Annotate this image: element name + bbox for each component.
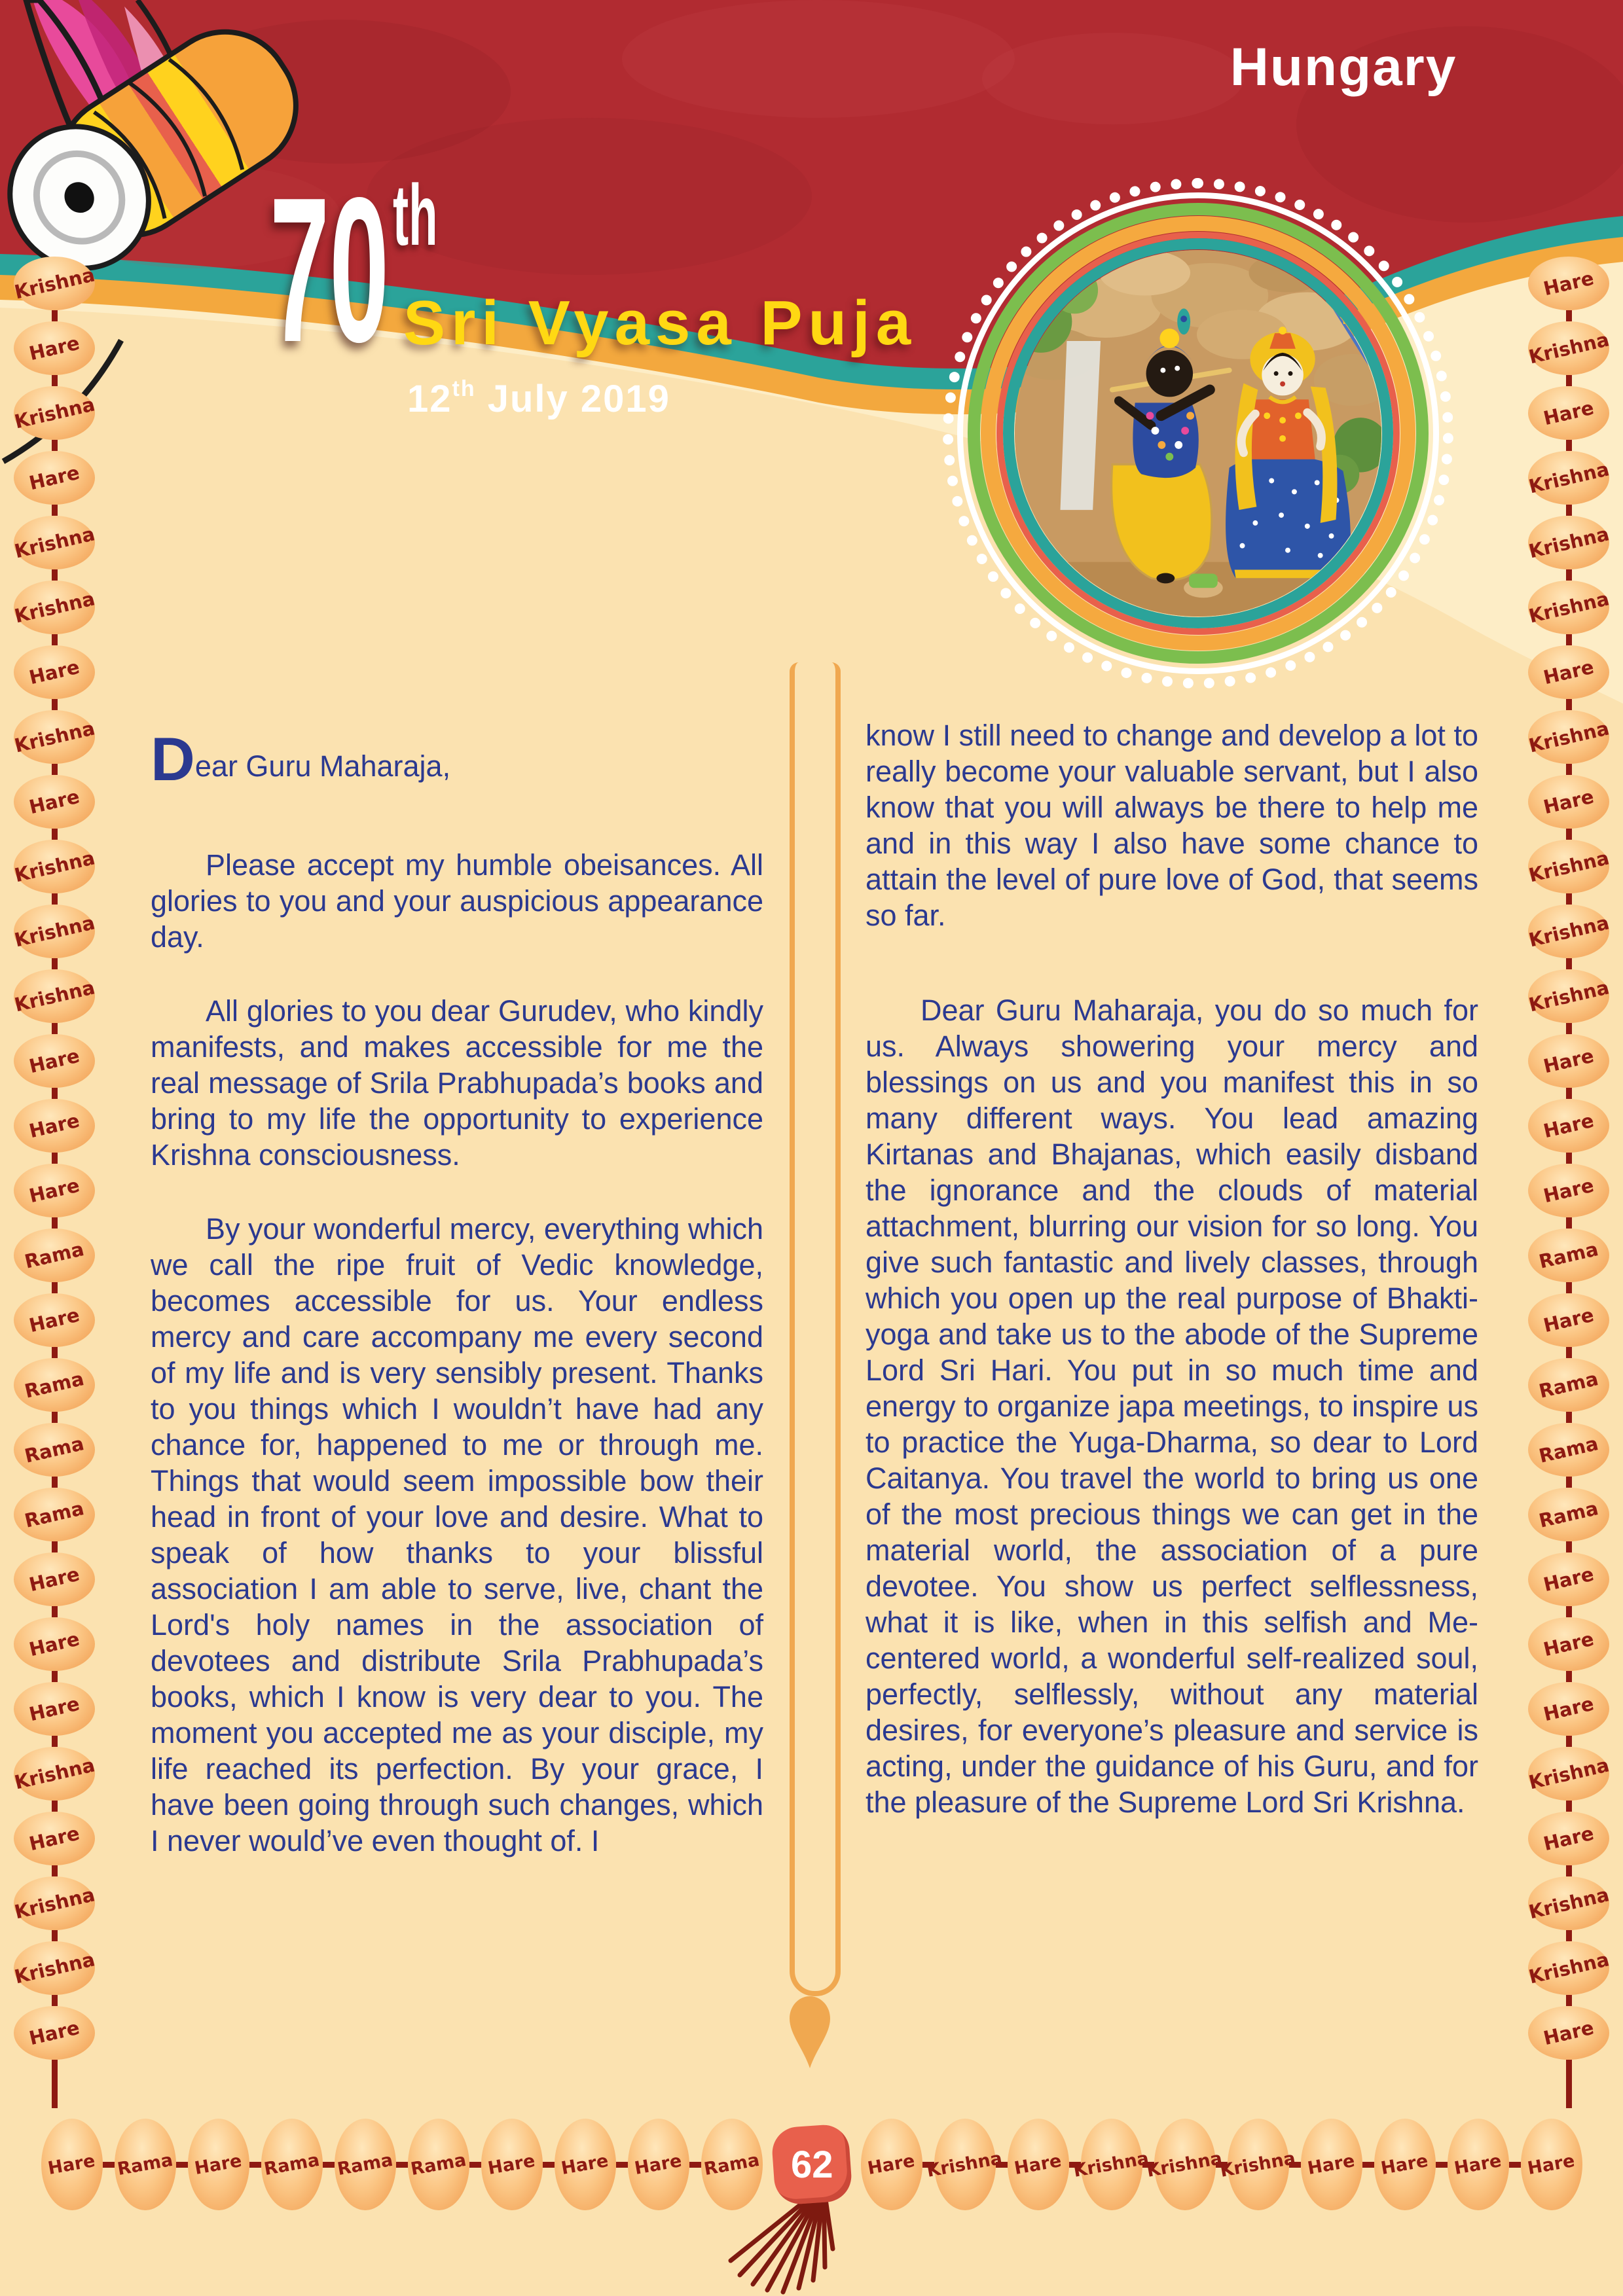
page-number-badge [771, 2123, 853, 2206]
mantra-bead [1528, 1941, 1609, 1995]
bead-label: Hare [193, 2150, 244, 2179]
bead-label: Hare [1541, 1692, 1596, 1726]
bead-string [52, 1671, 58, 1682]
mantra-bead [14, 1099, 95, 1153]
mantra-bead [1072, 2119, 1151, 2210]
mantra-bead [14, 386, 95, 440]
bead-label: Krishna [12, 1883, 97, 1924]
mantra-bead [1528, 1099, 1609, 1153]
bead-string [1566, 699, 1572, 710]
bead-label: Hare [27, 1627, 82, 1661]
mantra-bead [14, 1034, 95, 1088]
bead-label: Hare [1541, 1109, 1596, 1143]
mantra-bead [14, 969, 95, 1023]
divider-drop-icon [790, 1996, 830, 2068]
bead-string [52, 893, 58, 905]
event-date [407, 378, 670, 420]
mantra-bead [14, 451, 95, 505]
bead-label: Hare [1306, 2150, 1357, 2179]
bead-string [52, 1865, 58, 1876]
bead-label: Hare [27, 1692, 82, 1726]
bead-label: Hare [1541, 785, 1596, 819]
bead-string [1566, 634, 1572, 645]
mantra-bead [1528, 969, 1609, 1023]
mantra-bead [261, 2119, 323, 2210]
letter-right-column [866, 717, 1478, 1820]
bead-label: Krishna [1526, 1753, 1611, 1794]
mantra-bead [1528, 1617, 1609, 1671]
bead-string [1566, 1217, 1572, 1229]
bead-label: Hare [1541, 1627, 1596, 1661]
bead-label: Rama [262, 2149, 321, 2179]
mantra-bead [14, 1293, 95, 1347]
date-rest: July 2019 [487, 378, 670, 420]
bead-string [1566, 1995, 1572, 2006]
mantra-bead [1528, 321, 1609, 375]
bead-string [52, 1477, 58, 1488]
bead-string [1566, 893, 1572, 905]
bead-string [52, 1541, 58, 1552]
anniversary-suffix: th [393, 167, 438, 263]
bead-string [52, 1282, 58, 1293]
bead-string [1509, 2162, 1521, 2168]
mantra-bead [1528, 1034, 1609, 1088]
bead-label: Krishna [1526, 1883, 1611, 1924]
bead-label: Rama [1537, 1238, 1601, 1273]
bead-string [1566, 1477, 1572, 1488]
bead-label: Hare [27, 1821, 82, 1856]
bead-string [469, 2162, 481, 2168]
mantra-bead [14, 1488, 95, 1541]
mantra-bead [14, 2006, 95, 2060]
mantra-bead [14, 1941, 95, 1995]
bead-label: Krishna [12, 1948, 97, 1988]
bead-label: Hare [1541, 1562, 1596, 1596]
bead-label: Hare [27, 1109, 82, 1143]
bead-string [1566, 569, 1572, 581]
right-mantra-chain [1520, 257, 1618, 2108]
bead-label: Krishna [1526, 457, 1611, 498]
bead-string [543, 2162, 555, 2168]
bead-string [689, 2162, 701, 2168]
bead-string [1566, 1801, 1572, 1812]
deity-photo-frame [943, 178, 1453, 689]
bead-string [1566, 1865, 1572, 1876]
bead-label: Hare [27, 331, 82, 365]
bottom-mantra-row [0, 2115, 1623, 2214]
mantra-bead [14, 516, 95, 569]
mantra-bead [1528, 840, 1609, 893]
bead-label: Hare [1013, 2150, 1063, 2179]
bead-string [52, 958, 58, 969]
mantra-bead [555, 2119, 616, 2210]
paragraph: Please accept my humble obeisances. All glories to you and your auspicious appearance day. [151, 848, 763, 954]
bead-label: Hare [1541, 1174, 1596, 1208]
bead-label: Krishna [1526, 976, 1611, 1016]
mantra-bead [1301, 2119, 1362, 2210]
mantra-bead [861, 2119, 922, 2210]
date-day: 12 [407, 378, 452, 420]
bead-string [616, 2162, 628, 2168]
bead-label: Rama [115, 2149, 175, 2179]
mantra-bead [1528, 1164, 1609, 1217]
bead-label: Hare [27, 461, 82, 495]
mantra-bead [1528, 386, 1609, 440]
bead-string [52, 569, 58, 581]
mantra-bead [14, 1682, 95, 1736]
bead-string [103, 2162, 115, 2168]
bead-label: Rama [1537, 1432, 1601, 1467]
bead-string [1566, 1736, 1572, 1747]
mantra-bead [1528, 516, 1609, 569]
radha-krishna-photo [1015, 250, 1381, 617]
bead-label: Krishna [12, 522, 97, 563]
mantra-bead [335, 2119, 396, 2210]
mantra-bead [1528, 905, 1609, 958]
bead-string [52, 699, 58, 710]
bead-label: Krishna [1526, 328, 1611, 368]
mantra-bead [1528, 1488, 1609, 1541]
mantra-bead [188, 2119, 249, 2210]
bead-label: Krishna [1526, 587, 1611, 628]
paragraph: know I still need to change and develop a lot to really become your valuable servant, but I also know that you will always be there to help me and in this way I also have some chance to attain the level of pure love of God, that seems so far. [866, 719, 1478, 932]
bead-string [52, 375, 58, 386]
mantra-bead [1528, 1747, 1609, 1801]
bead-label: Hare [1453, 2150, 1503, 2179]
bead-label: Krishna [925, 2147, 1004, 2181]
page-number: 62 [790, 2143, 833, 2186]
event-title: Sri Vyasa Puja [403, 288, 917, 358]
bead-label: Hare [1541, 266, 1596, 300]
bead-string [1566, 1930, 1572, 1941]
mantra-bead [1528, 1358, 1609, 1412]
mantra-bead [14, 1423, 95, 1477]
bead-string [1566, 1347, 1572, 1358]
bead-string [52, 634, 58, 645]
bead-label: Rama [409, 2149, 468, 2179]
bead-string [52, 1930, 58, 1941]
mantra-bead [14, 840, 95, 893]
salutation [151, 725, 763, 793]
bead-label: Krishna [1526, 717, 1611, 757]
bead-label: Krishna [12, 263, 97, 304]
region-label: Hungary [1230, 37, 1457, 97]
bead-label: Hare [27, 1044, 82, 1078]
mantra-bead [1528, 1682, 1609, 1736]
bead-string [249, 2162, 261, 2168]
bead-label: Krishna [12, 846, 97, 887]
bead-label: Krishna [1072, 2147, 1151, 2181]
mantra-bead [14, 1358, 95, 1412]
mantra-bead [14, 1164, 95, 1217]
bead-string [52, 1153, 58, 1164]
bead-label: Krishna [12, 976, 97, 1016]
bead-string [1566, 1671, 1572, 1682]
bead-string [1566, 764, 1572, 775]
mantra-bead [701, 2119, 763, 2210]
mantra-bead [14, 1812, 95, 1865]
mantra-bead [1448, 2119, 1509, 2210]
mantra-bead [14, 581, 95, 634]
bead-string [1566, 1606, 1572, 1617]
bead-label: Hare [27, 785, 82, 819]
mantra-bead [14, 321, 95, 375]
bead-label: Krishna [12, 393, 97, 433]
dropcap: D [151, 725, 195, 793]
mantra-bead [14, 1617, 95, 1671]
bead-label: Krishna [12, 911, 97, 952]
bead-string [1566, 310, 1572, 321]
bead-label: Rama [702, 2149, 761, 2179]
bead-string [52, 505, 58, 516]
mantra-bead [1528, 581, 1609, 634]
bead-string [1566, 1088, 1572, 1099]
bead-label: Hare [27, 1303, 82, 1337]
mantra-bead [1528, 1812, 1609, 1865]
bead-string [52, 1995, 58, 2006]
mantra-bead [1528, 1423, 1609, 1477]
mantra-bead [408, 2119, 469, 2210]
bead-label: Rama [1537, 1497, 1601, 1532]
bead-label: Krishna [12, 717, 97, 757]
mantra-bead [14, 1229, 95, 1282]
mantra-bead [1528, 257, 1609, 310]
anniversary-number: 70 [270, 154, 390, 385]
mantra-bead [14, 775, 95, 829]
bead-string [1436, 2162, 1448, 2168]
bead-string [1362, 2162, 1374, 2168]
mantra-bead [1528, 1293, 1609, 1347]
bead-label: Krishna [1526, 911, 1611, 952]
bead-string [1566, 958, 1572, 969]
mantra-bead [1528, 1876, 1609, 1930]
bead-label: Rama [1537, 1367, 1601, 1403]
bead-string [1566, 1153, 1572, 1164]
bead-string [52, 1347, 58, 1358]
bead-label: Hare [27, 1562, 82, 1596]
bead-string [52, 440, 58, 451]
bead-label: Hare [27, 2016, 82, 2050]
bead-string [1566, 440, 1572, 451]
bead-label: Krishna [12, 587, 97, 628]
bead-label: Hare [1379, 2150, 1430, 2179]
bead-string [52, 1412, 58, 1423]
paragraph: All glories to you dear Gurudev, who kindly manifests, and makes accessible for me the real message of Srila Prabhupada’s books and bring to my life the opportunity to experience Krishna consciousness. [151, 994, 763, 1172]
mantra-bead [1008, 2119, 1069, 2210]
mantra-bead [14, 645, 95, 699]
bead-label: Krishna [1218, 2147, 1298, 2181]
bead-label: Rama [22, 1432, 86, 1467]
bead-label: Hare [1541, 1044, 1596, 1078]
bead-string [52, 310, 58, 321]
mantra-bead [14, 905, 95, 958]
left-mantra-chain [5, 257, 103, 2108]
bead-label: Hare [866, 2150, 917, 2179]
bead-label: Hare [46, 2150, 97, 2179]
bead-label: Hare [27, 1174, 82, 1208]
bead-string [396, 2162, 408, 2168]
bead-label: Hare [1526, 2150, 1577, 2179]
letter-left-column [151, 725, 764, 1859]
bead-label: Hare [633, 2150, 684, 2179]
bead-string [1566, 375, 1572, 386]
bottom-left-beads [41, 2119, 763, 2210]
mantra-bead [14, 1747, 95, 1801]
bead-label: Hare [1541, 1303, 1596, 1337]
bead-label: Hare [486, 2150, 537, 2179]
bead-string [1566, 829, 1572, 840]
bead-string [52, 1217, 58, 1229]
bead-string [52, 764, 58, 775]
mantra-bead [1145, 2119, 1224, 2210]
mantra-bead [1218, 2119, 1298, 2210]
mantra-bead [1528, 645, 1609, 699]
bead-label: Hare [560, 2150, 610, 2179]
mantra-bead [14, 1876, 95, 1930]
paragraph: Dear Guru Maharaja, you do so much for us. Always showering your mercy and blessings on us and you manifest this in so many different ways. You lead amazing Kirtanas and Bhajanas, which easily disband the ignorance and the clouds of material attachment, blurring our vision for so long. You give such fantastic and lively classes, through which you open up the real purpose of Bhakti-yoga and take us to the abode of the Supreme Lord Sri Hari. You put in so much time and energy to organize japa meetings, to inspire us to practice the Yuga-Dharma, so dear to Lord Caitanya. You travel the world to bring us one of the most precious things we can get in the material world, the association of a pure devotee. You show us perfect selflessness, what it is like, when in this selfish and Me-centered world, a wonderful self-realized soul, perfectly, selflessly, without any material desires, for everyone’s pleasure and service is acting, under the guidance of his Guru, and for the pleasure of the Supreme Lord Sri Krishna. [866, 994, 1478, 1819]
bead-label: Rama [22, 1367, 86, 1403]
bead-label: Krishna [12, 1753, 97, 1794]
bead-string [176, 2162, 188, 2168]
mantra-bead [1528, 1229, 1609, 1282]
bottom-right-beads [861, 2119, 1582, 2210]
mantra-bead [14, 1552, 95, 1606]
mantra-bead [41, 2119, 103, 2210]
bead-label: Hare [1541, 655, 1596, 689]
bead-label: Rama [22, 1497, 86, 1532]
bead-label: Rama [335, 2149, 395, 2179]
mantra-bead [1528, 2006, 1609, 2060]
column-divider-icon [790, 662, 841, 1996]
bead-label: Krishna [1526, 522, 1611, 563]
mantra-bead [1528, 1552, 1609, 1606]
bead-string [52, 829, 58, 840]
mantra-bead [1528, 775, 1609, 829]
bead-label: Hare [1541, 1821, 1596, 1856]
mantra-bead [1528, 710, 1609, 764]
bead-string [1566, 1282, 1572, 1293]
mantra-bead [1528, 451, 1609, 505]
bead-string [1566, 1541, 1572, 1552]
bead-string [323, 2162, 335, 2168]
mantra-bead [14, 710, 95, 764]
mantra-bead [628, 2119, 689, 2210]
bead-string [1566, 1023, 1572, 1034]
bead-string [1566, 505, 1572, 516]
bead-label: Krishna [1526, 846, 1611, 887]
mantra-bead [1374, 2119, 1436, 2210]
bead-string [52, 1088, 58, 1099]
salutation-text: ear Guru Maharaja, [194, 749, 451, 783]
bead-string [52, 1023, 58, 1034]
mantra-bead [14, 257, 95, 310]
mantra-bead [1521, 2119, 1582, 2210]
bead-label: Hare [27, 655, 82, 689]
bead-label: Rama [22, 1238, 86, 1273]
bead-label: Hare [1541, 396, 1596, 430]
mantra-bead [481, 2119, 543, 2210]
bead-string [52, 1736, 58, 1747]
bead-label: Krishna [1145, 2147, 1224, 2181]
bead-string [52, 1606, 58, 1617]
bead-label: Krishna [1526, 1948, 1611, 1988]
bead-label: Hare [1541, 2016, 1596, 2050]
date-suffix: th [452, 376, 476, 401]
mantra-bead [115, 2119, 176, 2210]
bead-string [1566, 1412, 1572, 1423]
bead-string [52, 1801, 58, 1812]
paragraph: By your wonderful mercy, everything which we call the ripe fruit of Vedic knowledge, becomes accessible for us. Your endless mercy and care accompany me every second of my life and is very sensibly present. Thanks to you things which I wouldn’t have had any chance for, happened to me or through me. Things that would seem impossible bow their head in front of your love and desire. What to speak of how thanks to your blissful association I am able to serve, live, chant the Lord's holy names in the association of devotees and distribute Srila Prabhupada’s books, which I know is very dear to you. The moment you accepted me as your disciple, my life reached its perfection. By your grace, I have been going through such changes, which I never would’ve even thought of. I [151, 1212, 764, 1857]
mantra-bead [925, 2119, 1004, 2210]
